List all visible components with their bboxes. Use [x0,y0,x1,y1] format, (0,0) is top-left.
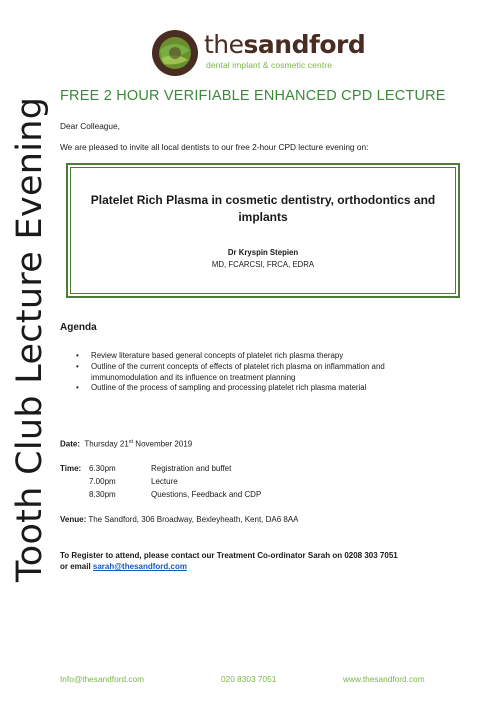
bullet-icon: • [76,351,79,360]
venue-label: Venue: [60,515,87,524]
register-line: To Register to attend, please contact our Treatment Co-ordinator Sarah on 0208 303 7051 [60,551,398,560]
bullet-icon: • [76,361,79,371]
lecture-qualifications: MD, FCARCSI, FRCA, EDRA [211,260,315,269]
email-link[interactable]: sarah@thesandford.com [92,562,187,571]
agenda-item: • Outline of the current concepts of effects of platelet rich plasma on inflammation and immunomodulation and its influence on treatment planning [76,361,385,382]
time-slot: 6.30pm [89,464,116,473]
time-desc: Questions, Feedback and CDP [151,490,262,499]
brand-name: thesandford [204,30,366,59]
sandford-logo-icon [150,28,200,78]
lecture-speaker: Dr Kryspin Stepien [227,248,299,257]
time-label: Time: [60,464,82,473]
agenda-item: • Outline of the process of sampling and processing platelet rich plasma material [76,383,367,393]
lecture-box [66,163,460,298]
bullet-icon: • [76,383,79,393]
time-desc: Registration and buffet [151,464,232,473]
footer-phone: 020 8303 7051 [221,674,277,684]
footer-email[interactable]: Info@thesandford.com [60,674,145,684]
headline: FREE 2 HOUR VERIFIABLE ENHANCED CPD LECTURE [60,88,446,104]
greeting: Dear Colleague, [60,121,120,131]
venue [60,514,299,525]
time-desc: Lecture [151,477,178,486]
agenda-heading: Agenda [60,322,97,333]
venue-address: The Sandford, 306 Broadway, Bexleyheath, Kent, DA6 8AA [88,515,299,524]
agenda-list [76,351,421,394]
date-label: Date: [60,439,81,449]
time-slot: 8.30pm [89,490,116,499]
event-date: Date: Thursday 21st November 2019 [60,439,193,449]
intro-text: We are pleased to invite all local dentists to our free 2-hour CPD lecture evening on: [60,142,369,152]
brand-logo [150,28,370,78]
date-day: Thursday 21 [84,439,129,449]
footer-website[interactable]: www.thesandford.com [343,674,425,684]
agenda-item: • Review literature based general concepts of platelet rich plasma therapy [76,351,344,360]
brand-tagline: dental implant & cosmetic centre [206,60,333,70]
lecture-title: Platelet Rich Plasma in cosmetic dentistry, orthodontics and implants [90,193,436,224]
time-slot: 7.00pm [89,477,116,486]
side-title: Tooth Club Lecture Evening [10,96,50,582]
register-info: To Register to attend, please contact our Treatment Co-ordinator Sarah on 0208 303 7051 or email sarah@thesandford.com [60,550,480,572]
